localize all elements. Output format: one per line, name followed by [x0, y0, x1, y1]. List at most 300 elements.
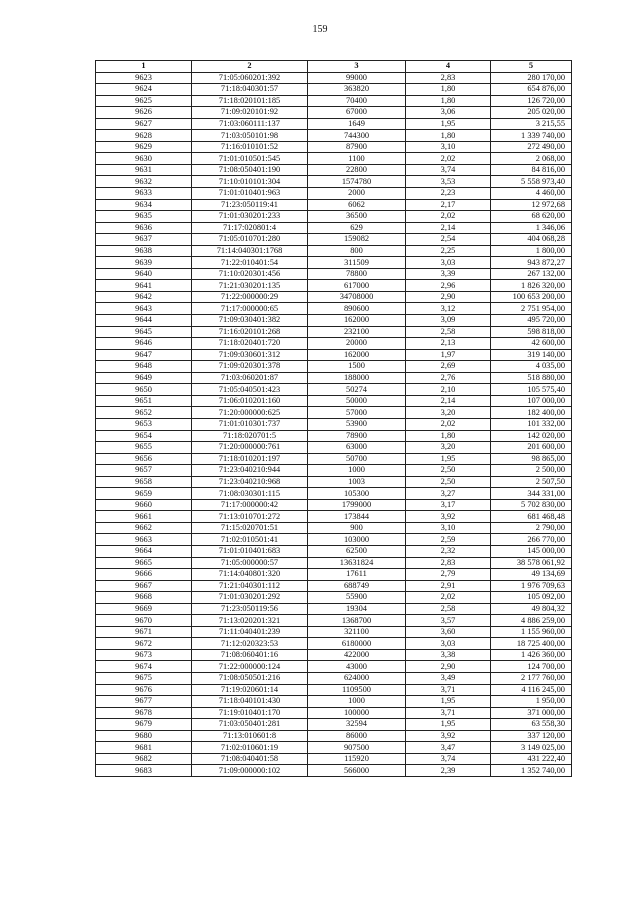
cadastral-number-cell: 71:15:020701:51 [192, 522, 308, 534]
row-number-cell: 9629 [96, 141, 192, 153]
amount-value-cell: 105 092,00 [491, 592, 572, 604]
rate-value-cell: 2,69 [406, 361, 491, 373]
rate-value-cell: 3,53 [406, 176, 491, 188]
table-row [96, 349, 572, 361]
rate-value-cell: 1,80 [406, 130, 491, 142]
table-row [96, 545, 572, 557]
cadastral-number-cell: 71:21:040301:112 [192, 580, 308, 592]
area-value-cell: 34708000 [308, 291, 406, 303]
row-number-cell: 9672 [96, 638, 192, 650]
table-row [96, 592, 572, 604]
rate-value-cell: 2,23 [406, 188, 491, 200]
rate-value-cell: 3,27 [406, 488, 491, 500]
cadastral-number-cell: 71:08:060401:16 [192, 649, 308, 661]
area-value-cell: 78900 [308, 430, 406, 442]
rate-value-cell: 1,95 [406, 453, 491, 465]
area-value-cell: 50000 [308, 395, 406, 407]
table-row [96, 245, 572, 257]
rate-value-cell: 3,03 [406, 638, 491, 650]
table-row [96, 188, 572, 200]
row-number-cell: 9634 [96, 199, 192, 211]
cadastral-number-cell: 71:18:010201:197 [192, 453, 308, 465]
amount-value-cell: 100 653 200,00 [491, 291, 572, 303]
area-value-cell: 115920 [308, 753, 406, 765]
area-value-cell: 22800 [308, 164, 406, 176]
table-row [96, 638, 572, 650]
rate-value-cell: 2,10 [406, 384, 491, 396]
amount-value-cell: 49 804,32 [491, 603, 572, 615]
rate-value-cell: 2,91 [406, 580, 491, 592]
area-value-cell: 1000 [308, 696, 406, 708]
row-number-cell: 9655 [96, 442, 192, 454]
table-row [96, 557, 572, 569]
amount-value-cell: 3 149 025,00 [491, 742, 572, 754]
rate-value-cell: 3,10 [406, 522, 491, 534]
row-number-cell: 9631 [96, 164, 192, 176]
rate-value-cell: 3,12 [406, 303, 491, 315]
amount-value-cell: 1 352 740,00 [491, 765, 572, 777]
table-row [96, 442, 572, 454]
area-value-cell: 1368700 [308, 615, 406, 627]
rate-value-cell: 1,80 [406, 430, 491, 442]
amount-value-cell: 518 880,00 [491, 372, 572, 384]
rate-value-cell: 3,71 [406, 684, 491, 696]
table-row [96, 84, 572, 96]
row-number-cell: 9662 [96, 522, 192, 534]
amount-value-cell: 126 720,00 [491, 95, 572, 107]
amount-value-cell: 2 068,00 [491, 153, 572, 165]
row-number-cell: 9669 [96, 603, 192, 615]
row-number-cell: 9632 [96, 176, 192, 188]
amount-value-cell: 4 460,00 [491, 188, 572, 200]
row-number-cell: 9630 [96, 153, 192, 165]
area-value-cell: 105300 [308, 488, 406, 500]
rate-value-cell: 3,71 [406, 707, 491, 719]
amount-value-cell: 2 751 954,00 [491, 303, 572, 315]
rate-value-cell: 1,95 [406, 118, 491, 130]
table-row [96, 522, 572, 534]
table-row [96, 684, 572, 696]
rate-value-cell: 2,14 [406, 395, 491, 407]
row-number-cell: 9624 [96, 84, 192, 96]
header-row [96, 61, 572, 73]
amount-value-cell: 2 790,00 [491, 522, 572, 534]
column-header-3: 3 [308, 61, 406, 73]
rate-value-cell: 2,02 [406, 211, 491, 223]
cadastral-number-cell: 71:23:050119:41 [192, 199, 308, 211]
area-value-cell: 6062 [308, 199, 406, 211]
area-value-cell: 900 [308, 522, 406, 534]
row-number-cell: 9644 [96, 315, 192, 327]
cadastral-number-cell: 71:18:040101:430 [192, 696, 308, 708]
table-row [96, 211, 572, 223]
row-number-cell: 9674 [96, 661, 192, 673]
table-row [96, 534, 572, 546]
rate-value-cell: 1,95 [406, 719, 491, 731]
area-value-cell: 744300 [308, 130, 406, 142]
table-row [96, 257, 572, 269]
cadastral-number-cell: 71:05:010701:280 [192, 234, 308, 246]
rate-value-cell: 2,25 [406, 245, 491, 257]
table-row [96, 176, 572, 188]
cadastral-number-cell: 71:16:020101:268 [192, 326, 308, 338]
amount-value-cell: 4 035,00 [491, 361, 572, 373]
amount-value-cell: 272 490,00 [491, 141, 572, 153]
row-number-cell: 9639 [96, 257, 192, 269]
amount-value-cell: 84 816,00 [491, 164, 572, 176]
amount-value-cell: 1 800,00 [491, 245, 572, 257]
cadastral-number-cell: 71:14:040801:320 [192, 569, 308, 581]
table-header [96, 61, 572, 73]
cadastral-number-cell: 71:03:050401:281 [192, 719, 308, 731]
area-value-cell: 17611 [308, 569, 406, 581]
row-number-cell: 9626 [96, 107, 192, 119]
column-header-2: 2 [192, 61, 308, 73]
table-row [96, 719, 572, 731]
cadastral-number-cell: 71:01:010301:737 [192, 418, 308, 430]
area-value-cell: 1649 [308, 118, 406, 130]
rate-value-cell: 2,90 [406, 291, 491, 303]
table-row [96, 372, 572, 384]
area-value-cell: 188000 [308, 372, 406, 384]
row-number-cell: 9635 [96, 211, 192, 223]
rate-value-cell: 3,57 [406, 615, 491, 627]
table-row [96, 222, 572, 234]
area-value-cell: 13631824 [308, 557, 406, 569]
rate-value-cell: 2,13 [406, 338, 491, 350]
cadastral-number-cell: 71:13:010701:272 [192, 511, 308, 523]
table-row [96, 672, 572, 684]
amount-value-cell: 18 725 400,00 [491, 638, 572, 650]
rate-value-cell: 3,39 [406, 268, 491, 280]
area-value-cell: 78800 [308, 268, 406, 280]
amount-value-cell: 5 702 830,00 [491, 499, 572, 511]
area-value-cell: 624000 [308, 672, 406, 684]
table-row [96, 141, 572, 153]
cadastral-number-cell: 71:20:000000:625 [192, 407, 308, 419]
amount-value-cell: 404 068,28 [491, 234, 572, 246]
row-number-cell: 9660 [96, 499, 192, 511]
table-row [96, 742, 572, 754]
row-number-cell: 9657 [96, 465, 192, 477]
row-number-cell: 9663 [96, 534, 192, 546]
cadastral-number-cell: 71:01:010501:545 [192, 153, 308, 165]
cadastral-number-cell: 71:06:010201:160 [192, 395, 308, 407]
cadastral-number-cell: 71:17:000000:65 [192, 303, 308, 315]
amount-value-cell: 12 972,68 [491, 199, 572, 211]
row-number-cell: 9645 [96, 326, 192, 338]
row-number-cell: 9643 [96, 303, 192, 315]
rate-value-cell: 3,17 [406, 499, 491, 511]
amount-value-cell: 1 976 709,63 [491, 580, 572, 592]
row-number-cell: 9648 [96, 361, 192, 373]
table-row [96, 569, 572, 581]
area-value-cell: 50274 [308, 384, 406, 396]
row-number-cell: 9641 [96, 280, 192, 292]
amount-value-cell: 654 876,00 [491, 84, 572, 96]
cadastral-number-cell: 71:22:000000:29 [192, 291, 308, 303]
cadastral-number-cell: 71:09:030401:382 [192, 315, 308, 327]
amount-value-cell: 280 170,00 [491, 72, 572, 84]
table-row [96, 707, 572, 719]
row-number-cell: 9654 [96, 430, 192, 442]
table-row [96, 580, 572, 592]
area-value-cell: 100000 [308, 707, 406, 719]
amount-value-cell: 145 000,00 [491, 545, 572, 557]
rate-value-cell: 2,17 [406, 199, 491, 211]
cadastral-number-cell: 71:19:010401:170 [192, 707, 308, 719]
rate-value-cell: 2,50 [406, 476, 491, 488]
cadastral-number-cell: 71:16:010101:52 [192, 141, 308, 153]
table-row [96, 418, 572, 430]
table-row [96, 696, 572, 708]
area-value-cell: 422000 [308, 649, 406, 661]
table-row [96, 118, 572, 130]
amount-value-cell: 337 120,00 [491, 730, 572, 742]
cadastral-number-cell: 71:13:010601:8 [192, 730, 308, 742]
cadastral-number-cell: 71:14:040301:1768 [192, 245, 308, 257]
cadastral-number-cell: 71:10:020301:456 [192, 268, 308, 280]
rate-value-cell: 1,80 [406, 84, 491, 96]
row-number-cell: 9678 [96, 707, 192, 719]
rate-value-cell: 3,74 [406, 164, 491, 176]
column-header-1: 1 [96, 61, 192, 73]
row-number-cell: 9633 [96, 188, 192, 200]
area-value-cell: 1574780 [308, 176, 406, 188]
row-number-cell: 9677 [96, 696, 192, 708]
area-value-cell: 87900 [308, 141, 406, 153]
row-number-cell: 9636 [96, 222, 192, 234]
column-header-4: 4 [406, 61, 491, 73]
cadastral-number-cell: 71:18:020101:185 [192, 95, 308, 107]
cadastral-number-cell: 71:01:010401:683 [192, 545, 308, 557]
table-row [96, 164, 572, 176]
area-value-cell: 99000 [308, 72, 406, 84]
area-value-cell: 566000 [308, 765, 406, 777]
rate-value-cell: 2,02 [406, 153, 491, 165]
rate-value-cell: 2,83 [406, 72, 491, 84]
row-number-cell: 9640 [96, 268, 192, 280]
amount-value-cell: 1 155 960,00 [491, 626, 572, 638]
amount-value-cell: 1 826 320,00 [491, 280, 572, 292]
row-number-cell: 9623 [96, 72, 192, 84]
cadastral-number-cell: 71:03:060201:87 [192, 372, 308, 384]
table-row [96, 730, 572, 742]
amount-value-cell: 598 818,00 [491, 326, 572, 338]
cadastral-number-cell: 71:09:030601:312 [192, 349, 308, 361]
table-row [96, 603, 572, 615]
cadastral-number-cell: 71:01:030201:292 [192, 592, 308, 604]
rate-value-cell: 2,39 [406, 765, 491, 777]
cadastral-number-cell: 71:19:020601:14 [192, 684, 308, 696]
row-number-cell: 9649 [96, 372, 192, 384]
amount-value-cell: 1 346,06 [491, 222, 572, 234]
amount-value-cell: 205 020,00 [491, 107, 572, 119]
amount-value-cell: 267 132,00 [491, 268, 572, 280]
area-value-cell: 63000 [308, 442, 406, 454]
amount-value-cell: 1 339 740,00 [491, 130, 572, 142]
area-value-cell: 1799000 [308, 499, 406, 511]
amount-value-cell: 2 500,00 [491, 465, 572, 477]
table-row [96, 649, 572, 661]
amount-value-cell: 2 507,50 [491, 476, 572, 488]
amount-value-cell: 2 177 760,00 [491, 672, 572, 684]
amount-value-cell: 38 578 061,92 [491, 557, 572, 569]
row-number-cell: 9683 [96, 765, 192, 777]
table-row [96, 626, 572, 638]
row-number-cell: 9659 [96, 488, 192, 500]
table-row [96, 476, 572, 488]
cadastral-number-cell: 71:13:020201:321 [192, 615, 308, 627]
rate-value-cell: 2,58 [406, 326, 491, 338]
cadastral-number-cell: 71:20:000000:761 [192, 442, 308, 454]
table-row [96, 234, 572, 246]
area-value-cell: 907500 [308, 742, 406, 754]
row-number-cell: 9653 [96, 418, 192, 430]
rate-value-cell: 3,47 [406, 742, 491, 754]
table-row [96, 395, 572, 407]
amount-value-cell: 5 558 973,40 [491, 176, 572, 188]
area-value-cell: 67000 [308, 107, 406, 119]
cadastral-number-cell: 71:02:010601:19 [192, 742, 308, 754]
amount-value-cell: 4 116 245,00 [491, 684, 572, 696]
table-row [96, 338, 572, 350]
table-row [96, 315, 572, 327]
cadastral-number-cell: 71:09:000000:102 [192, 765, 308, 777]
cadastral-number-cell: 71:17:020801:4 [192, 222, 308, 234]
rate-value-cell: 3,20 [406, 407, 491, 419]
area-value-cell: 36500 [308, 211, 406, 223]
cadastral-number-cell: 71:01:030201:233 [192, 211, 308, 223]
cadastral-number-cell: 71:09:020301:378 [192, 361, 308, 373]
area-value-cell: 1000 [308, 465, 406, 477]
amount-value-cell: 182 400,00 [491, 407, 572, 419]
area-value-cell: 162000 [308, 315, 406, 327]
row-number-cell: 9666 [96, 569, 192, 581]
table-row [96, 268, 572, 280]
rate-value-cell: 2,50 [406, 465, 491, 477]
area-value-cell: 321100 [308, 626, 406, 638]
area-value-cell: 363820 [308, 84, 406, 96]
page-number: 159 [312, 24, 328, 35]
area-value-cell: 311509 [308, 257, 406, 269]
rate-value-cell: 3,10 [406, 141, 491, 153]
cadastral-number-cell: 71:21:030201:135 [192, 280, 308, 292]
table-row [96, 107, 572, 119]
table-row [96, 765, 572, 777]
amount-value-cell: 319 140,00 [491, 349, 572, 361]
rate-value-cell: 2,90 [406, 661, 491, 673]
amount-value-cell: 105 575,40 [491, 384, 572, 396]
area-value-cell: 629 [308, 222, 406, 234]
area-value-cell: 1003 [308, 476, 406, 488]
amount-value-cell: 124 700,00 [491, 661, 572, 673]
row-number-cell: 9650 [96, 384, 192, 396]
table-row [96, 488, 572, 500]
amount-value-cell: 1 426 360,00 [491, 649, 572, 661]
cadastral-number-cell: 71:22:010401:54 [192, 257, 308, 269]
cadastral-number-cell: 71:23:040210:944 [192, 465, 308, 477]
area-value-cell: 162000 [308, 349, 406, 361]
amount-value-cell: 943 872,27 [491, 257, 572, 269]
area-value-cell: 173844 [308, 511, 406, 523]
area-value-cell: 70400 [308, 95, 406, 107]
row-number-cell: 9647 [96, 349, 192, 361]
row-number-cell: 9682 [96, 753, 192, 765]
amount-value-cell: 3 215,55 [491, 118, 572, 130]
cadastral-number-cell: 71:18:040301:57 [192, 84, 308, 96]
table-row [96, 661, 572, 673]
row-number-cell: 9671 [96, 626, 192, 638]
table-row [96, 753, 572, 765]
row-number-cell: 9679 [96, 719, 192, 731]
row-number-cell: 9656 [96, 453, 192, 465]
rate-value-cell: 2,59 [406, 534, 491, 546]
area-value-cell: 890600 [308, 303, 406, 315]
row-number-cell: 9658 [96, 476, 192, 488]
row-number-cell: 9676 [96, 684, 192, 696]
area-value-cell: 1500 [308, 361, 406, 373]
cadastral-number-cell: 71:18:020701:5 [192, 430, 308, 442]
cadastral-number-cell: 71:23:050119:56 [192, 603, 308, 615]
data-table [95, 60, 572, 777]
cadastral-number-cell: 71:05:040501:423 [192, 384, 308, 396]
table-row [96, 407, 572, 419]
rate-value-cell: 3,92 [406, 730, 491, 742]
table-row [96, 291, 572, 303]
table-row [96, 453, 572, 465]
row-number-cell: 9642 [96, 291, 192, 303]
area-value-cell: 19304 [308, 603, 406, 615]
amount-value-cell: 49 134,69 [491, 569, 572, 581]
row-number-cell: 9652 [96, 407, 192, 419]
table-row [96, 430, 572, 442]
table-body [96, 72, 572, 776]
cadastral-number-cell: 71:03:060111:137 [192, 118, 308, 130]
row-number-cell: 9681 [96, 742, 192, 754]
area-value-cell: 800 [308, 245, 406, 257]
area-value-cell: 617000 [308, 280, 406, 292]
area-value-cell: 32594 [308, 719, 406, 731]
area-value-cell: 50700 [308, 453, 406, 465]
amount-value-cell: 42 600,00 [491, 338, 572, 350]
area-value-cell: 57000 [308, 407, 406, 419]
amount-value-cell: 68 620,00 [491, 211, 572, 223]
table-row [96, 72, 572, 84]
rate-value-cell: 1,97 [406, 349, 491, 361]
cadastral-number-cell: 71:12:020323:53 [192, 638, 308, 650]
rate-value-cell: 2,32 [406, 545, 491, 557]
cadastral-number-cell: 71:08:040401:58 [192, 753, 308, 765]
amount-value-cell: 107 000,00 [491, 395, 572, 407]
cadastral-number-cell: 71:18:020401:720 [192, 338, 308, 350]
cadastral-number-cell: 71:01:010401:963 [192, 188, 308, 200]
amount-value-cell: 1 950,00 [491, 696, 572, 708]
rate-value-cell: 2,96 [406, 280, 491, 292]
row-number-cell: 9670 [96, 615, 192, 627]
row-number-cell: 9665 [96, 557, 192, 569]
table-row [96, 465, 572, 477]
row-number-cell: 9664 [96, 545, 192, 557]
area-value-cell: 103000 [308, 534, 406, 546]
cadastral-number-cell: 71:02:010501:41 [192, 534, 308, 546]
amount-value-cell: 431 222,40 [491, 753, 572, 765]
amount-value-cell: 495 720,00 [491, 315, 572, 327]
amount-value-cell: 344 331,00 [491, 488, 572, 500]
cadastral-number-cell: 71:11:040401:239 [192, 626, 308, 638]
rate-value-cell: 3,49 [406, 672, 491, 684]
amount-value-cell: 63 558,30 [491, 719, 572, 731]
